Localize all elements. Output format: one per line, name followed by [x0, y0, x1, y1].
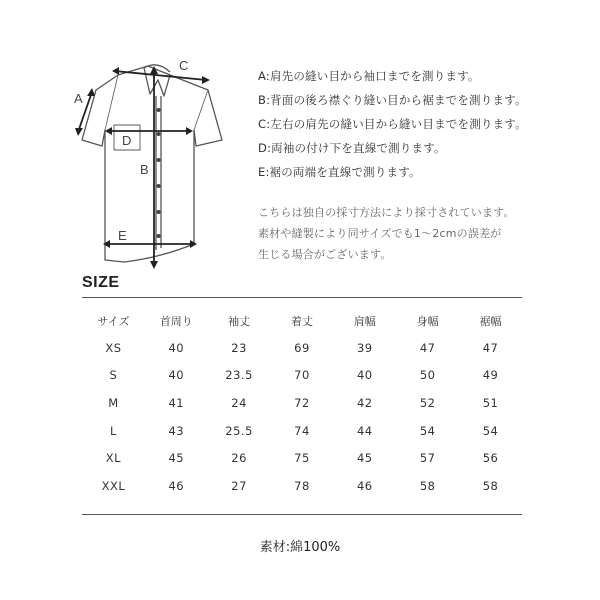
note-e: E:裾の両端を直線で測ります。 [258, 165, 421, 179]
header-shoulder: 肩幅 [353, 315, 376, 328]
table-cell: 23.5 [225, 368, 253, 383]
table-cell: 69 [294, 340, 310, 355]
table-row [82, 362, 522, 390]
table-cell: 41 [168, 395, 185, 410]
note-a: A:肩先の縫い目から袖口までを測ります。 [258, 69, 480, 83]
table-cell: XS [105, 340, 122, 355]
header-size: サイズ [97, 315, 130, 328]
table-row [82, 444, 522, 472]
header-length: 着丈 [290, 315, 313, 328]
table-cell: 57 [419, 451, 436, 466]
table-cell: 50 [419, 368, 436, 383]
disclaimer-line-2: 素材や縫製により同サイズでも1〜2cmの誤差が [258, 227, 502, 240]
top-divider [82, 297, 522, 298]
header-sleeve: 袖丈 [228, 315, 251, 328]
table-cell: 45 [168, 451, 185, 466]
table-cell: S [109, 368, 118, 383]
table-row [82, 334, 522, 362]
table-cell: 44 [356, 423, 373, 438]
table-cell: 40 [168, 340, 185, 355]
table-cell: 51 [482, 395, 499, 410]
table-cell: 40 [356, 368, 373, 383]
table-header-row [82, 308, 522, 334]
table-cell: 26 [231, 451, 247, 466]
note-d: D:両袖の付け下を直線で測ります。 [258, 141, 446, 155]
disclaimer [258, 202, 593, 265]
header-chest: 身幅 [416, 315, 439, 328]
table-cell: XL [105, 451, 122, 466]
bottom-divider [82, 514, 522, 515]
marker-c-label: C [179, 58, 189, 73]
table-cell: 25.5 [225, 423, 253, 438]
table-cell: 27 [231, 478, 247, 493]
table-cell: M [108, 395, 119, 410]
header-neck: 首周り [159, 315, 193, 328]
marker-e-label: E [118, 228, 127, 243]
marker-a-label: A [74, 91, 83, 106]
table-cell: 23 [231, 340, 247, 355]
note-b: B:背面の後ろ襟ぐり縫い目から裾までを測ります。 [258, 93, 527, 107]
note-c: C:左右の肩先の縫い目から縫い目までを測ります。 [258, 117, 527, 131]
table-cell: 40 [168, 368, 185, 383]
table-cell: 52 [419, 395, 436, 410]
table-cell: 43 [168, 423, 185, 438]
table-cell: 74 [294, 423, 310, 438]
shirt-measurement-diagram [60, 50, 250, 280]
table-cell: 58 [482, 478, 499, 493]
table-cell: 42 [356, 395, 373, 410]
table-cell: 78 [294, 478, 310, 493]
table-cell: 70 [294, 368, 310, 383]
table-cell: 46 [356, 478, 373, 493]
table-cell: 54 [419, 423, 436, 438]
table-cell: 39 [356, 340, 373, 355]
material-info: 素材:綿100% [259, 540, 341, 555]
header-hem: 裾幅 [479, 315, 502, 328]
marker-b-label: B [140, 162, 149, 177]
measurement-notes [258, 64, 593, 265]
table-cell: 54 [482, 423, 499, 438]
table-cell: 24 [231, 395, 247, 410]
table-row [82, 389, 522, 417]
table-cell: 45 [356, 451, 373, 466]
size-heading: SIZE [82, 274, 120, 291]
table-cell: XXL [101, 478, 126, 493]
table-cell: 49 [482, 368, 499, 383]
size-table [82, 308, 522, 500]
table-cell: L [109, 423, 117, 438]
table-cell: 56 [482, 451, 499, 466]
shirt-outline-svg [60, 50, 250, 280]
table-row [82, 472, 522, 500]
disclaimer-line-3: 生じる場合がございます。 [258, 248, 392, 261]
table-row [82, 417, 522, 445]
disclaimer-line-1: こちらは独自の採寸方法により採寸されています。 [258, 206, 515, 219]
table-cell: 72 [294, 395, 310, 410]
table-cell: 58 [419, 478, 436, 493]
table-cell: 46 [168, 478, 185, 493]
table-cell: 47 [482, 340, 499, 355]
table-cell: 75 [294, 451, 310, 466]
table-cell: 47 [419, 340, 436, 355]
marker-d-label: D [122, 133, 132, 148]
